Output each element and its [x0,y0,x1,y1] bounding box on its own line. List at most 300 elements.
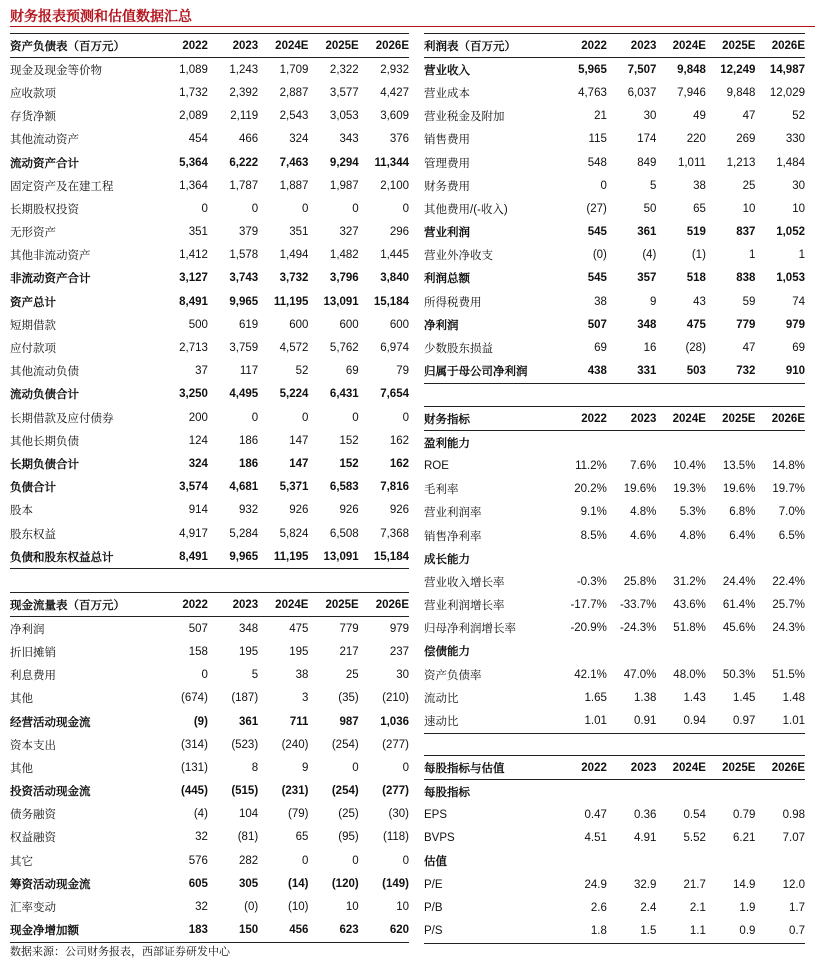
value-cell: 1,482 [329,249,359,262]
value-cell: -20.9% [570,622,607,635]
value-cell: (0) [244,901,259,914]
table-row [10,197,409,220]
value-cell: 507 [587,318,607,331]
value-cell: 49 [693,110,706,123]
value-cell: (240) [281,738,309,751]
value-cell: 0 [402,411,409,424]
value-cell: 379 [238,226,259,239]
row-label: 所得税费用 [424,296,482,309]
value-cell: (4) [193,808,208,821]
table-row [10,244,409,267]
row-label: 营业税金及附加 [424,111,505,124]
value-cell: 5,224 [279,388,309,401]
value-cell: 15,184 [373,550,409,563]
value-cell: 0 [402,761,409,774]
value-cell: 65 [693,202,706,215]
value-cell: 1,364 [179,179,208,192]
row-label: 投资活动现金流 [10,786,91,799]
table-row [424,827,805,850]
financial-ratios-table [424,406,805,734]
table-row [424,128,805,151]
value-cell: 545 [587,226,607,239]
value-cell: 8 [251,761,259,774]
value-cell: 7,816 [380,481,409,494]
value-cell: 37 [195,365,208,378]
value-cell: 2.6 [590,901,607,914]
value-cell: 22.4% [772,575,805,588]
value-cell: 5.3% [679,506,706,519]
value-cell: 21 [594,110,607,123]
value-cell: 1.5 [640,924,657,937]
value-cell: 0.36 [634,808,657,821]
column-header: 2026E [771,761,805,774]
value-cell: 5,762 [329,342,359,355]
cash-flow-table [10,592,409,943]
value-cell: 357 [637,272,657,285]
table-row [10,545,409,569]
value-cell: (120) [331,877,359,890]
value-cell [607,640,657,663]
value-cell: 926 [289,504,309,517]
column-header: 2022 [581,761,607,774]
value-cell: 69 [792,342,805,355]
row-label: 净利润 [10,623,45,636]
table-row [10,476,409,499]
table-row [10,290,409,313]
table-row [424,244,805,267]
value-cell: 7.6% [630,459,657,472]
value-cell: 837 [736,226,756,239]
table-row [10,336,409,359]
row-label: 营业收入增长率 [424,576,505,589]
table-row [10,919,409,943]
value-cell: 4.51 [584,832,607,845]
value-cell: 9,294 [329,156,359,169]
value-cell: 838 [736,272,756,285]
value-cell: 6,222 [229,156,259,169]
value-cell: (445) [181,785,208,798]
row-label: 营业利润率 [424,507,482,520]
value-cell: 4,917 [179,527,208,540]
value-cell: 4,427 [380,86,409,99]
value-cell: (28) [685,342,706,355]
value-cell: 4,681 [229,481,259,494]
table-row [10,313,409,336]
value-cell [656,780,706,804]
value-cell [656,850,706,873]
table-row [424,151,805,174]
row-label: 应付款项 [10,343,56,356]
value-cell: 30 [643,110,657,123]
value-cell: 711 [289,715,309,728]
value-cell: 2.1 [689,901,706,914]
column-header: 2023 [630,412,657,425]
table-row [424,594,805,617]
value-cell: 74 [792,295,805,308]
value-cell: 456 [289,924,309,937]
value-cell: 25.7% [772,599,805,612]
row-label: 销售费用 [424,134,470,147]
table-row [10,499,409,522]
value-cell: 849 [637,156,657,169]
value-cell: 32 [195,901,208,914]
table-row [10,522,409,545]
table-row [424,478,805,501]
value-cell: 0 [251,202,259,215]
table-row [10,58,409,82]
value-cell: 2,089 [179,110,208,123]
value-cell: 6.5% [778,529,805,542]
value-cell [706,780,756,804]
value-cell: 1,089 [179,63,208,76]
table-row [10,221,409,244]
value-cell: 13.5% [722,459,756,472]
value-cell: 9,848 [726,86,756,99]
value-cell: (79) [287,808,309,821]
value-cell [607,547,657,570]
table-row [10,733,409,756]
table-row [10,849,409,872]
value-cell: 124 [188,434,208,447]
value-cell: 4,763 [578,86,607,99]
value-cell: 150 [238,924,259,937]
value-cell: 9,848 [677,63,706,76]
value-cell: 0.7 [789,924,805,937]
row-label: P/S [424,924,443,937]
column-header: 2026E [375,598,409,611]
row-label: 长期股权投资 [10,203,79,216]
value-cell: (314) [181,738,208,751]
row-label: 其他费用/(-收入) [424,203,508,216]
table-row [10,756,409,779]
value-cell: 1.65 [584,691,607,704]
column-header: 2024E [275,39,309,52]
value-cell [656,640,706,663]
value-cell: 5,824 [279,527,309,540]
value-cell: 16 [643,342,657,355]
value-cell: 438 [587,365,607,378]
value-cell: -0.3% [576,575,607,588]
value-cell: 237 [389,645,409,658]
value-cell: 7,507 [627,63,657,76]
table-row [424,197,805,220]
table-row [10,105,409,128]
row-label: 其他流动负债 [10,366,79,379]
value-cell: 2,100 [380,179,409,192]
row-label: EPS [424,808,448,821]
value-cell: 6,583 [329,481,359,494]
value-cell: 25 [345,669,359,682]
value-cell: 24.9 [584,878,607,891]
value-cell: 620 [389,924,409,937]
value-cell: 7.0% [778,506,805,519]
row-label: 汇率变动 [10,902,56,915]
value-cell: (254) [331,785,359,798]
table-header-row [424,407,805,431]
value-cell: 600 [289,318,309,331]
value-cell: 926 [389,504,409,517]
value-cell: 0.94 [683,715,706,728]
value-cell: 0 [201,202,208,215]
value-cell: 0 [600,179,607,192]
row-label: 债务融资 [10,809,56,822]
value-cell: 117 [239,365,259,378]
row-label: 其他流动资产 [10,134,79,147]
section-row [424,640,805,663]
value-cell: 1 [798,249,805,262]
value-cell: 503 [686,365,706,378]
row-label: 毛利率 [424,484,459,497]
value-cell: 0.9 [739,924,756,937]
value-cell [607,431,657,455]
value-cell: 932 [238,504,259,517]
value-cell: 10 [792,202,805,215]
value-cell: 305 [238,877,259,890]
value-cell: 979 [389,622,409,635]
value-cell: 3,743 [229,272,259,285]
table-row [10,826,409,849]
section-row [424,431,805,455]
value-cell: 0 [251,411,259,424]
value-cell: 1,732 [179,86,208,99]
value-cell: 2,543 [279,110,309,123]
table-title: 财务指标 [424,413,470,426]
value-cell: 6,037 [627,86,657,99]
table-row [424,524,805,547]
table-header-row [424,756,805,780]
table-title: 现金流量表（百万元） [10,599,125,612]
value-cell: (35) [338,692,359,705]
column-header: 2024E [275,598,309,611]
value-cell: 348 [238,622,259,635]
value-cell: 9 [649,295,657,308]
row-label: 财务费用 [424,180,470,193]
value-cell: 732 [736,365,756,378]
value-cell: 914 [188,504,208,517]
table-row [10,803,409,826]
value-cell: 348 [637,318,657,331]
value-cell: -17.7% [570,599,607,612]
value-cell: 11,344 [374,156,409,169]
value-cell: 69 [345,365,359,378]
column-header: 2023 [630,761,657,774]
value-cell [755,850,805,873]
value-cell: 361 [637,226,657,239]
value-cell: 24.3% [772,622,805,635]
row-label: 营业收入 [424,64,470,77]
value-cell: 0 [352,761,359,774]
value-cell: 1.38 [634,691,657,704]
table-row [10,429,409,452]
column-header: 2025E [722,761,756,774]
value-cell: (118) [383,831,409,844]
column-header: 2022 [182,598,208,611]
value-cell: 3,796 [329,272,359,285]
value-cell: 1,484 [776,156,805,169]
value-cell: 327 [339,226,359,239]
row-label: 股本 [10,505,33,518]
cashflow-grid [10,592,409,943]
value-cell: 330 [785,133,805,146]
value-cell: (674) [181,692,208,705]
value-cell: 8,491 [179,295,208,308]
value-cell [755,640,805,663]
value-cell: 2,887 [279,86,309,99]
value-cell: 0 [302,854,309,867]
value-cell: 324 [289,133,309,146]
value-cell [557,431,607,455]
row-label: 每股指标 [424,786,470,799]
row-label: 股东权益 [10,528,56,541]
value-cell: 1,213 [726,156,756,169]
column-header: 2026E [771,412,805,425]
row-label: BVPS [424,832,455,845]
value-cell: 11,195 [273,550,309,563]
value-cell: 7,463 [279,156,309,169]
value-cell: 5,371 [279,481,309,494]
row-label: 资本支出 [10,739,56,752]
value-cell: 1,887 [279,179,309,192]
value-cell: (277) [382,738,409,751]
table-row [424,58,805,82]
value-cell: 25 [742,179,756,192]
value-cell: 1,578 [229,249,259,262]
pershare-grid [424,755,805,944]
value-cell: 6.21 [733,832,756,845]
balance-grid [10,33,409,569]
value-cell: (210) [382,692,409,705]
table-row [424,919,805,943]
value-cell: 1.7 [789,901,805,914]
value-cell: 186 [238,457,259,470]
value-cell: 8,491 [179,550,208,563]
value-cell: 43 [693,295,706,308]
value-cell: 217 [339,645,359,658]
value-cell: 10 [396,901,409,914]
value-cell: 3,574 [179,481,208,494]
column-header: 2025E [722,39,756,52]
value-cell: 59 [742,295,756,308]
table-row [424,617,805,640]
value-cell: (30) [388,808,409,821]
row-label: P/E [424,878,443,891]
row-label: 盈利能力 [424,437,470,450]
row-label: 长期借款及应付债券 [10,412,114,425]
value-cell: 47.0% [623,668,657,681]
row-label: 其他非流动资产 [10,250,91,263]
value-cell: 3,840 [380,272,409,285]
value-cell [706,640,756,663]
value-cell: 14,987 [769,63,805,76]
value-cell: 518 [686,272,706,285]
table-row [424,709,805,733]
value-cell: 5,364 [179,156,208,169]
table-row [424,570,805,593]
value-cell: (1) [691,249,706,262]
value-cell: 43.6% [673,599,706,612]
value-cell [706,431,756,455]
value-cell: 9,965 [229,550,259,563]
value-cell: 545 [587,272,607,285]
value-cell: (81) [237,831,259,844]
value-cell: 47 [742,110,756,123]
table-row [424,174,805,197]
value-cell: 0 [402,202,409,215]
value-cell: 2,713 [179,342,208,355]
table-row [424,105,805,128]
value-cell: 10 [345,901,359,914]
value-cell [706,850,756,873]
value-cell: 162 [389,457,409,470]
value-cell: 4.8% [630,506,657,519]
value-cell: 8.5% [580,529,607,542]
value-cell: 0.97 [733,715,756,728]
row-label: 净利润 [424,319,459,332]
value-cell: 3 [302,692,309,705]
row-label: 其他长期负债 [10,435,79,448]
value-cell: 20.2% [574,483,607,496]
row-label: 归属于母公司净利润 [424,366,528,379]
value-cell: 9 [302,761,309,774]
value-cell: 25.8% [623,575,657,588]
row-label: 利润总额 [424,273,470,286]
table-row [424,360,805,384]
row-label: P/B [424,901,443,914]
value-cell: 4.6% [630,529,657,542]
value-cell: 21.7 [683,878,706,891]
row-label: 流动比 [424,692,459,705]
value-cell: 0.91 [634,715,657,728]
table-row [10,617,409,641]
table-row [10,710,409,733]
row-label: 短期借款 [10,319,56,332]
table-row [10,151,409,174]
value-cell: 10 [742,202,756,215]
value-cell: 1,036 [380,715,409,728]
value-cell: 6,431 [329,388,359,401]
value-cell: (231) [281,785,309,798]
value-cell: 4.8% [679,529,706,542]
value-cell: 0 [402,854,409,867]
value-cell: 1,011 [677,156,706,169]
row-label: 估值 [424,856,447,869]
value-cell: 45.6% [722,622,756,635]
value-cell: 51.5% [772,668,805,681]
value-cell: 61.4% [722,599,756,612]
value-cell: 19.6% [722,483,756,496]
value-cell: 152 [339,434,359,447]
row-label: 负债合计 [10,482,56,495]
value-cell: 162 [389,434,409,447]
value-cell: 605 [188,877,208,890]
value-cell: 1.1 [689,924,706,937]
value-cell: 0.98 [782,808,805,821]
value-cell: 4.91 [634,832,657,845]
value-cell: 4,572 [279,342,309,355]
value-cell: (131) [181,761,208,774]
value-cell: 1,709 [279,63,309,76]
row-label: 非流动资产合计 [10,273,91,286]
row-label: 营业成本 [424,87,470,100]
row-label: 流动资产合计 [10,157,79,170]
row-label: 营业外净收支 [424,250,493,263]
value-cell: 600 [389,318,409,331]
row-label: 其他 [10,762,33,775]
row-label: 归母净利润增长率 [424,623,516,636]
table-row [10,640,409,663]
value-cell [755,547,805,570]
value-cell: 65 [295,831,309,844]
